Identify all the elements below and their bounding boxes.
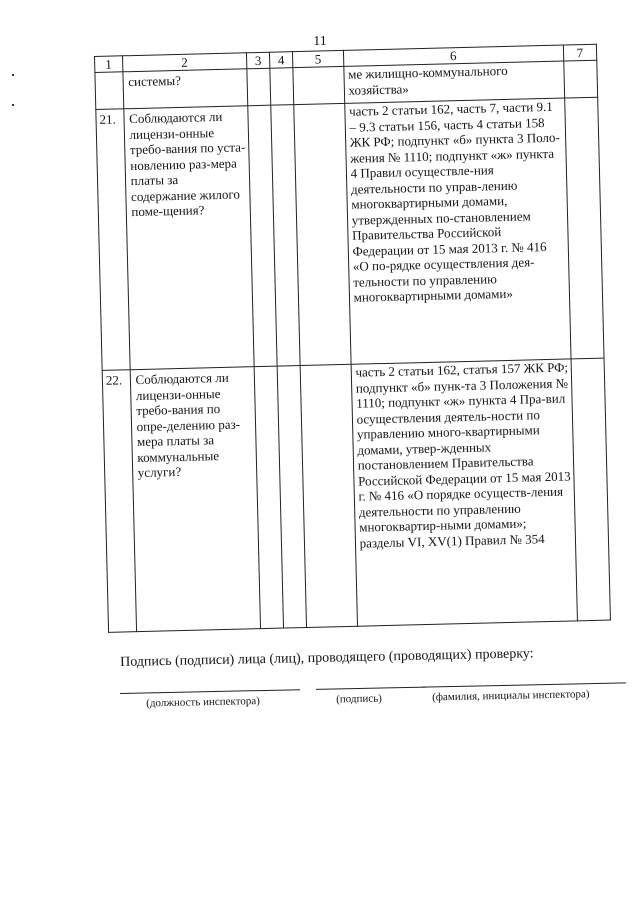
reference-cell: ме жилищно-коммунального хозяйства» <box>343 61 564 103</box>
scan-speck <box>12 104 14 106</box>
column-header: 4 <box>269 52 292 69</box>
row-number-cell: 22. <box>102 370 136 633</box>
scan-speck <box>12 74 14 76</box>
row-number-cell: 21. <box>96 109 130 371</box>
note-cell <box>564 97 604 359</box>
question-cell: системы? <box>123 69 248 109</box>
question-cell: Соблюдаются ли лицензи-онные требо-вания по опре-делению раз-мера платы за коммунальные услуги? <box>130 367 261 632</box>
inspector-signature-label: (подпись) <box>336 692 382 706</box>
column-header: 1 <box>95 56 123 73</box>
checklist-table-container <box>94 44 611 633</box>
reference-cell: часть 2 статьи 162, статья 157 ЖК РФ; подпункт «б» пунк-та 3 Положения № 1110; подпункт «ж» пункта 4 Пра-вил осуществления деятель-ности по управлению много-квартирными домами, утвер-жденных постановлением Правительства Российской Федерации от 15 мая 2013 г. № 416 «О порядке осуществ-ления деятельности по управлению многоквартир-ными домами»; разделы VI, XV(1) Правил № 354 <box>351 359 577 626</box>
signature-prompt: Подпись (подписи) лица (лиц), проводящего (проводящих) проверку: <box>120 646 534 670</box>
table-row <box>96 97 604 370</box>
inspector-signature-field[interactable] <box>316 687 426 706</box>
answer-cell-na <box>300 364 357 627</box>
column-header: 7 <box>563 44 597 61</box>
signature-fields <box>120 682 629 733</box>
answer-cell-yes <box>247 68 271 106</box>
answer-cell-na <box>293 66 345 104</box>
page-number: 11 <box>313 34 327 49</box>
inspector-position-label: (должность инспектора) <box>146 695 260 710</box>
answer-cell-no <box>270 68 294 106</box>
table-row <box>102 358 610 632</box>
answer-cell-na <box>294 103 351 365</box>
row-number-cell <box>95 72 124 110</box>
note-cell <box>563 60 597 98</box>
inspector-name-field[interactable] <box>422 682 626 703</box>
checklist-table <box>94 44 611 633</box>
column-header: 5 <box>292 50 343 67</box>
note-cell <box>571 358 611 621</box>
inspector-position-field[interactable] <box>120 689 300 710</box>
column-header: 2 <box>122 53 247 72</box>
inspector-name-label: (фамилия, инициалы инспектора) <box>432 688 590 704</box>
question-cell: Соблюдаются ли лицензи-онные требо-вания по уста-новлению раз-мера платы за содержание жилого поме-щения? <box>123 106 254 370</box>
reference-cell: часть 2 статьи 162, часть 7, части 9.1 – 9.3 статьи 156, часть 4 статьи 158 ЖК РФ; подпункт «б» пункта 3 Поло-жения № 1110; подпункт «ж» пункта 4 Правил осуществле-ния деятельности по управ-лению многоквартирными домами, утвержденных по-становлением Правительства Российской Федерации от 15 мая 2013 г. № 416 «О по-рядке осуществления дея-тельности по управлению многоквартирными домами» <box>344 98 570 364</box>
column-header: 3 <box>246 52 269 69</box>
column-header: 6 <box>343 45 563 66</box>
